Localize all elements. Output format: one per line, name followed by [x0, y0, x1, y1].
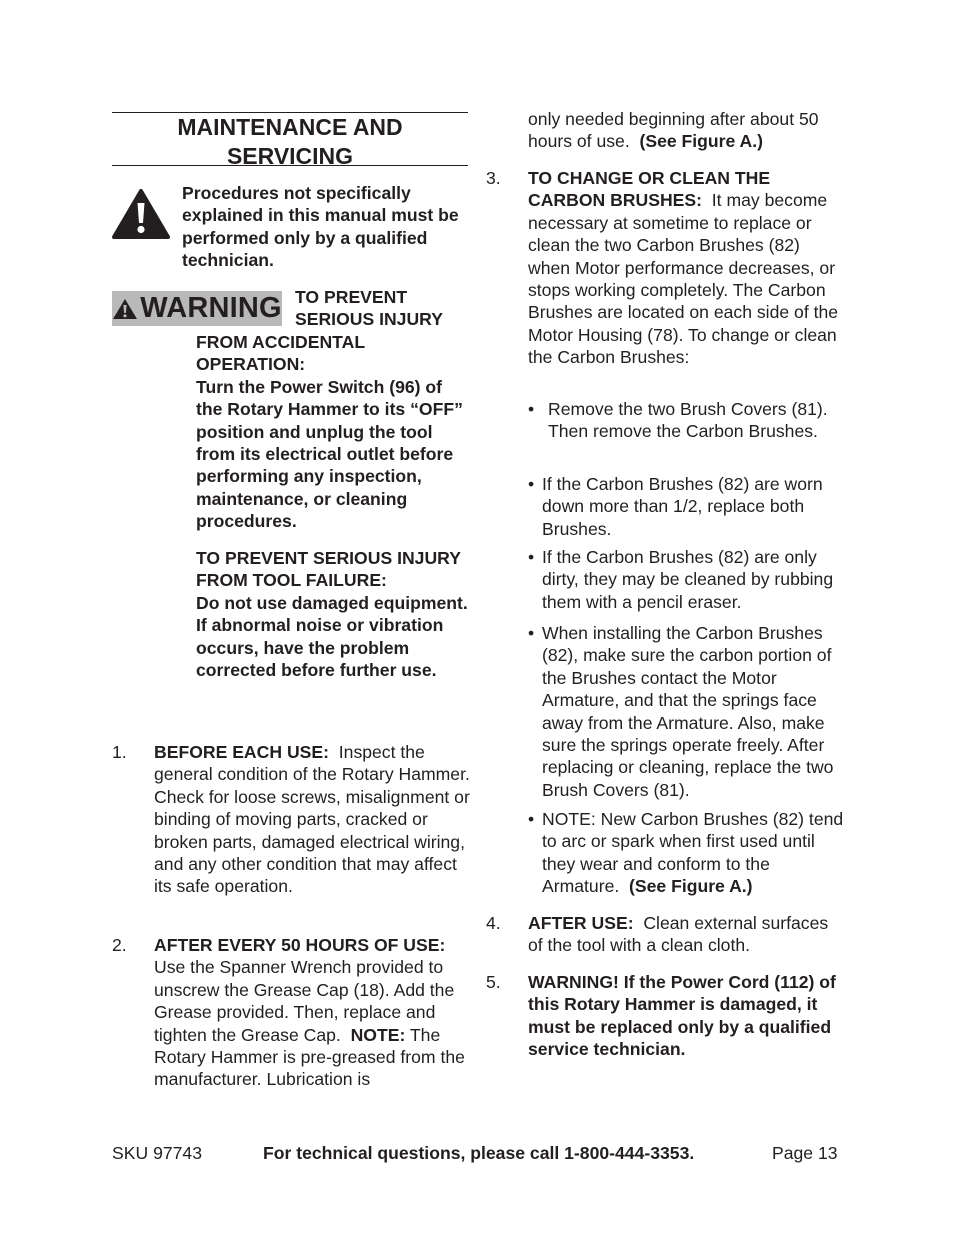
section-title: MAINTENANCE AND SERVICING	[112, 112, 468, 166]
item-4-number: 4.	[486, 913, 501, 933]
warning-heading-1-cont: FROM ACCIDENTAL OPERATION:	[196, 332, 365, 375]
item-3-body: It may become necessary at sometime to replace or clean the two Carbon Brushes (82) when Motor performance decreases, or stops working completely. The Carbon Brushes are located on each side of the Motor Housing (78). To change or clean the Carbon Brushes:	[528, 190, 839, 368]
bullet-text: When installing the Carbon Brushes (82), make sure the carbon portion of the Brushes contact the Motor Armature, and that the springs face away from the Armature. Also, make sure the springs operate freely. After replacing or cleaning, replace the two Brush Covers (81).	[542, 623, 834, 800]
bullet-item: • Remove the two Brush Covers (81). Then remove the Carbon Brushes.	[528, 398, 846, 443]
item-2-note-label: NOTE:	[350, 1024, 406, 1045]
item-3-label: TO CHANGE OR CLEAN THE CARBON BRUSHES:	[528, 168, 771, 211]
warning-triangle-icon	[112, 188, 170, 240]
item-4-label: AFTER USE:	[528, 913, 634, 933]
bullet-text: If the Carbon Brushes (82) are worn down more than 1/2, replace both Brushes.	[542, 474, 823, 539]
footer-sku: SKU 97743	[112, 1143, 202, 1163]
warning-heading-2: TO PREVENT SERIOUS INJURY FROM TOOL FAILURE:	[196, 548, 461, 591]
item-5-number: 5.	[486, 972, 501, 992]
item-2-label: AFTER EVERY 50 HOURS OF USE:	[154, 935, 446, 955]
bullet-text: If the Carbon Brushes (82) are only dirty, they may be cleaned by rubbing them with a pencil eraser.	[542, 547, 834, 612]
item-1-body: Inspect the general condition of the Rotary Hammer. Check for loose screws, misalignment or binding of moving parts, cracked or broken parts, damaged electrical wiring, and any other condition that may affect its safe operation.	[154, 742, 470, 897]
warning-body-2: Do not use damaged equipment. If abnormal noise or vibration occurs, have the problem corrected before further use.	[196, 592, 468, 681]
item-4-body: Clean external surfaces of the tool with a clean cloth.	[528, 913, 829, 956]
warning-block-1	[196, 331, 468, 533]
bullet-text: Remove the two Brush Covers (81). Then remove the Carbon Brushes.	[548, 399, 828, 442]
item-1-label: BEFORE EACH USE:	[154, 742, 329, 762]
item-2-number: 2.	[112, 935, 127, 955]
bullet-figure-ref: (See Figure A.)	[629, 876, 753, 897]
bullet-text-note	[542, 808, 846, 898]
item-2-body: Use the Spanner Wrench provided to unscrew the Grease Cap (18). Add the Grease provided. Then, replace and tighten the Grease Cap.	[154, 957, 455, 1045]
footer-page-number: Page 13	[772, 1143, 838, 1163]
item-1-number: 1.	[112, 742, 127, 762]
item-2-continuation	[528, 108, 844, 153]
warning-body-1: Turn the Power Switch (96) of the Rotary Hammer to its “OFF” position and unplug the tool from its electrical outlet before performing any inspection, maintenance, or cleaning procedures.	[196, 376, 463, 532]
footer-support: For technical questions, please call 1-800-444-3353.	[263, 1143, 695, 1163]
warning-block-2	[196, 547, 468, 681]
bullet-item: • If the Carbon Brushes (82) are worn down more than 1/2, replace both Brushes.	[528, 473, 846, 540]
caution-text: Procedures not specifically explained in this manual must be performed only by a qualified technician.	[182, 183, 459, 271]
bullet-item: • NOTE: New Carbon Brushes (82) tend to arc or spark when first used until they wear and conform to the Armature. (See Figure A.)	[528, 808, 846, 898]
item-2-figure-ref: (See Figure A.)	[639, 131, 763, 152]
item-1-text	[154, 741, 470, 898]
item-2-continuation-text: only needed beginning after about 50 hours of use.	[528, 109, 819, 152]
item-3-text	[528, 167, 844, 369]
bullet-item: • When installing the Carbon Brushes (82), make sure the carbon portion of the Brushes contact the Motor Armature, and that the springs face away from the Armature. Also, make sure the springs operate freely. After replacing or cleaning, replace the two Brush Covers (81).	[528, 622, 846, 801]
warning-badge-label: WARNING	[140, 292, 282, 324]
item-4-text	[528, 912, 844, 957]
item-2-text	[154, 934, 470, 1091]
bullet-item: • If the Carbon Brushes (82) are only dirty, they may be cleaned by rubbing them with a pencil eraser.	[528, 546, 846, 613]
warning-heading-1: TO PREVENT SERIOUS INJURY	[295, 287, 443, 330]
item-3-number: 3.	[486, 168, 501, 188]
warning-badge-triangle-icon	[112, 297, 138, 321]
item-5-text: WARNING! If the Power Cord (112) of this Rotary Hammer is damaged, it must be replaced only by a qualified service technician.	[528, 972, 836, 1060]
item-2-note: The Rotary Hammer is pre-greased from the manufacturer. Lubrication is	[154, 1024, 465, 1090]
warning-badge	[112, 291, 282, 326]
bullet-note-text: NOTE: New Carbon Brushes (82) tend to arc or spark when first used until they wear and conform to the Armature.	[542, 809, 844, 897]
